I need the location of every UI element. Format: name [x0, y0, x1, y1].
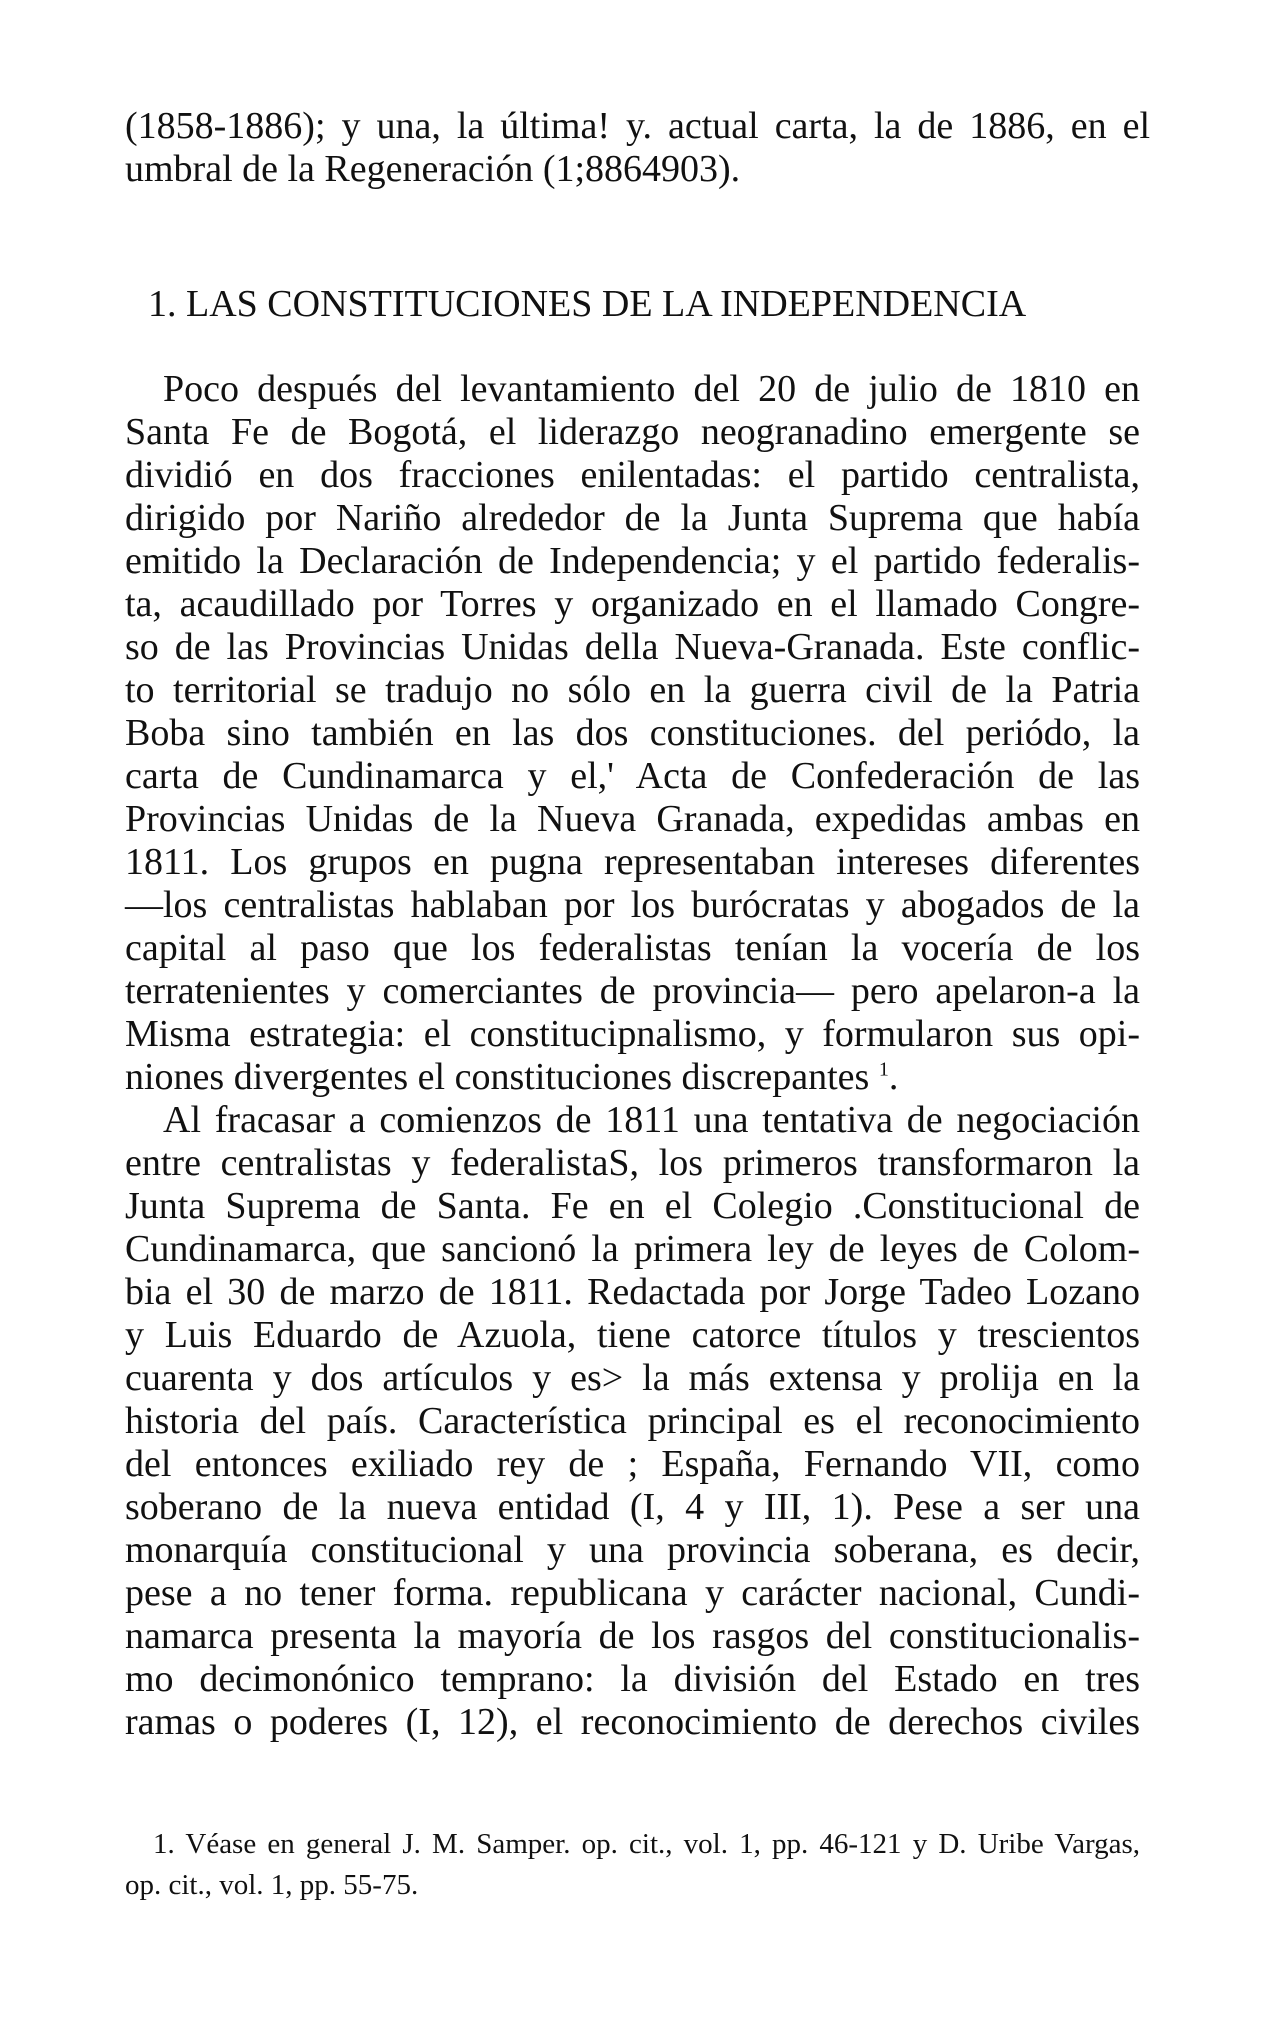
text-line: Boba sino también en las dos constituciones. del periódo, la — [125, 712, 1140, 754]
text-line: Provincias Unidas de la Nueva Granada, expedidas ambas en — [125, 798, 1140, 840]
text-line — [125, 1056, 1140, 1099]
footnote — [125, 1824, 1140, 1906]
section-heading: 1. LAS CONSTITUCIONES DE LA INDEPENDENCIA — [148, 283, 1027, 325]
intro-block — [125, 105, 1150, 191]
text-line: namarca presenta la mayoría de los rasgos del constitucionalis- — [125, 1615, 1140, 1657]
text-line: capital al paso que los federalistas tenían la vocería de los — [125, 927, 1140, 969]
text-line: ta, acaudillado por Torres y organizado en el llamado Congre- — [125, 583, 1140, 625]
text-line: Cundinamarca, que sancionó la primera ley de leyes de Colom- — [125, 1228, 1140, 1270]
text-line: Al fracasar a comienzos de 1811 una tentativa de negociación — [163, 1099, 1140, 1141]
text-line: bia el 30 de marzo de 1811. Redactada por Jorge Tadeo Lozano — [125, 1271, 1140, 1313]
text-line: mo decimonónico temprano: la división del Estado en tres — [125, 1658, 1140, 1700]
footnote-line: op. cit., vol. 1, pp. 55-75. — [125, 1869, 419, 1901]
text-line: 1811. Los grupos en pugna representaban intereses diferentes — [125, 841, 1140, 883]
intro-line: (1858-1886); y una, la última! y. actual carta, la de 1886, en el — [125, 105, 1150, 147]
text-line: Misma estrategia: el constitucipnalismo, y formularon sus opi- — [125, 1013, 1140, 1055]
text-line: ramas o poderes (I, 12), el reconocimiento de derechos civiles — [125, 1701, 1140, 1743]
text-line: carta de Cundinamarca y el,' Acta de Confederación de las — [125, 755, 1140, 797]
text-line: del entonces exiliado rey de ; España, Fernando VII, como — [125, 1443, 1140, 1485]
text-line-content: niones divergentes el constituciones discrepantes — [125, 1056, 870, 1098]
text-line: historia del país. Característica principal es el reconocimiento — [125, 1400, 1140, 1442]
text-line: —los centralistas hablaban por los burócratas y abogados de la — [125, 884, 1140, 926]
text-line: Junta Suprema de Santa. Fe en el Colegio .Constitucional de — [125, 1185, 1140, 1227]
footnote-reference: 1 — [878, 1058, 889, 1081]
text-line: cuarenta y dos artículos y es> la más extensa y prolija en la — [125, 1357, 1140, 1399]
footnote-line: 1. Véase en general J. M. Samper. op. cit., vol. 1, pp. 46-121 y D. Uribe Vargas, — [153, 1828, 1140, 1860]
text-line: terratenientes y comerciantes de provincia— pero apelaron-a la — [125, 970, 1140, 1012]
text-line: y Luis Eduardo de Azuola, tiene catorce títulos y trescientos — [125, 1314, 1140, 1356]
text-line: dividió en dos fracciones enilentadas: el partido centralista, — [125, 454, 1140, 496]
text-line: monarquía constitucional y una provincia soberana, es decir, — [125, 1529, 1140, 1571]
intro-line: umbral de la Regeneración (1;8864903). — [125, 148, 741, 190]
text-line-end: . — [888, 1056, 899, 1098]
paragraph-1 — [125, 368, 1140, 1099]
text-line: so de las Provincias Unidas della Nueva-Granada. Este conflic- — [125, 626, 1140, 668]
text-line: to territorial se tradujo no sólo en la guerra civil de la Patria — [125, 669, 1140, 711]
text-line: entre centralistas y federalistaS, los primeros transformaron la — [125, 1142, 1140, 1184]
text-line: soberano de la nueva entidad (I, 4 y III, 1). Pese a ser una — [125, 1486, 1140, 1528]
text-line: pese a no tener forma. republicana y carácter nacional, Cundi- — [125, 1572, 1140, 1614]
text-line: Poco después del levantamiento del 20 de julio de 1810 en — [163, 368, 1140, 410]
text-line: emitido la Declaración de Independencia; y el partido federalis- — [125, 540, 1140, 582]
text-line: dirigido por Nariño alrededor de la Junta Suprema que había — [125, 497, 1140, 539]
body-text — [125, 368, 1140, 1744]
paragraph-2 — [125, 1099, 1140, 1744]
text-line: Santa Fe de Bogotá, el liderazgo neogranadino emergente se — [125, 411, 1140, 453]
